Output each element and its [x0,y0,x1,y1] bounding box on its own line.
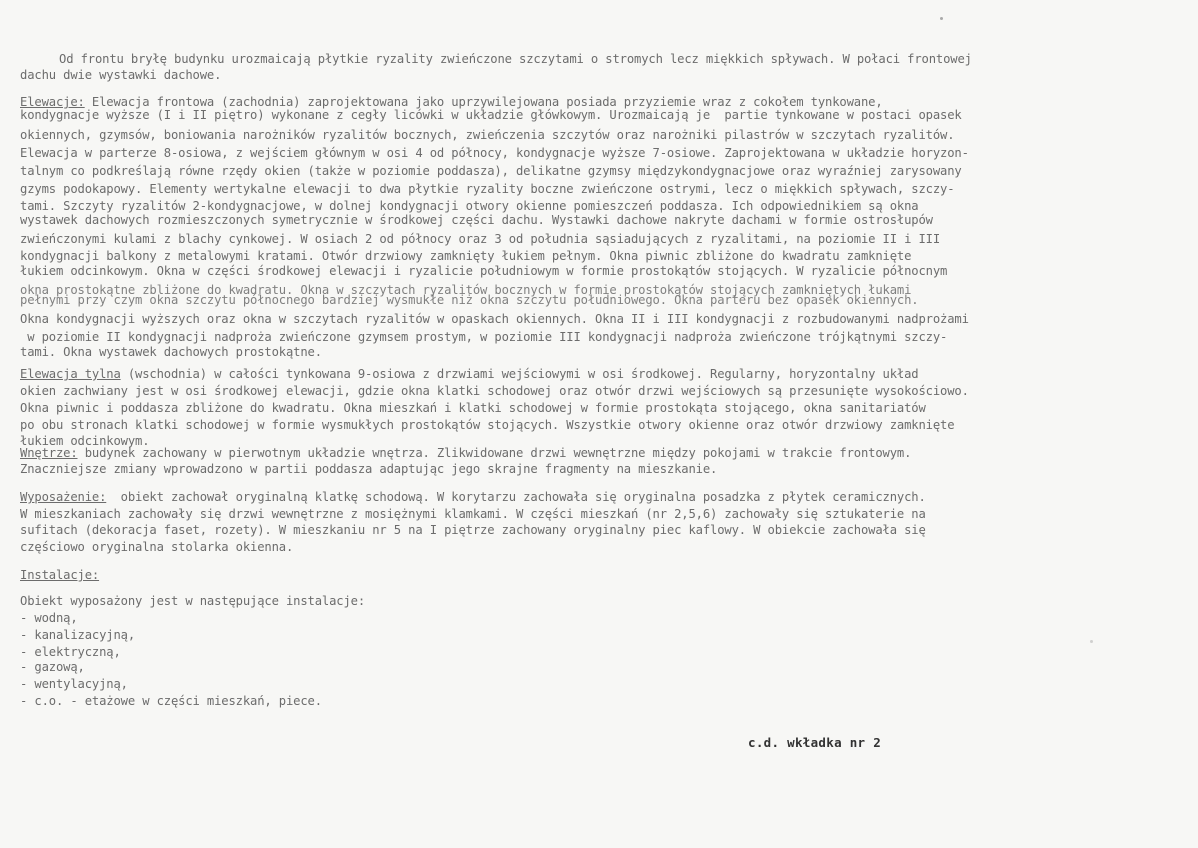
elewacje-line: tami. Szczyty ryzalitów 2-kondygnacjowe, w dolnej kondygnacji otwory okienne pomieszczeń poddasza. Ich odpowiednikiem są okna [20,199,919,213]
elewacje-line: kondygnacji balkony z metalowymi kratami. Otwór drzwiowy zamknięty łukiem pełnym. Okna piwnic zbliżone do kwadratu zamknięte [20,249,912,263]
scan-speck [1090,640,1093,643]
instalacje-heading: Instalacje: [20,568,100,582]
wnetrze-line: Znaczniejsze zmiany wprowadzono w partii poddasza adaptując jego skrajne fragmenty na mieszkanie. [20,462,718,476]
instalacje-item: - kanalizacyjną, [20,628,135,642]
elewacje-line: talnym co podkreślają równe rzędy okien (także w poziomie poddasza), delikatne gzymsy międzykondygnacjowe oraz wyraźniej zarysowany [20,164,962,178]
continuation-note: c.d. wkładka nr 2 [748,735,882,750]
wyposazenie-line: sufitach (dekoracja faset, rozety). W mieszkaniu nr 5 na I piętrze zachowany oryginalny piec kaflowy. W obiekcie zachowała się [20,523,926,537]
elewacje-line: łukiem odcinkowym. Okna w części środkowej elewacji i ryzalicie południowym w formie prostokątów stojących. W ryzalicie północnym [20,264,948,278]
intro-line-1: Od frontu bryłę budynku urozmaicają płytkie ryzality zwieńczone szczytami o stromych lecz miękkich spływach. W połaci frontowej [59,52,972,66]
elewacja-tylna-line: Okna piwnic i poddasza zbliżone do kwadratu. Okna mieszkań i klatki schodowej w formie prostokąta stojącego, okna sanitariatów [20,401,926,415]
intro-line-2: dachu dwie wystawki dachowe. [20,68,222,82]
wyposazenie-line: W mieszkaniach zachowały się drzwi wewnętrzne z mosiężnymi klamkami. W części mieszkań (nr 2,5,6) zachowały się sztukaterie na [20,507,926,521]
scan-speck [940,17,943,20]
elewacje-line: w poziomie II kondygnacji nadproża zwieńczone gzymsem prostym, w poziomie III kondygnacji nadproża zwieńczone trójkątnymi szczy- [20,330,948,344]
wyposazenie-first-line-text: obiekt zachował oryginalną klatkę schodową. W korytarzu zachowała się oryginalna posadzka z płytek ceramicznych. [106,490,926,504]
wyposazenie-first-line [20,490,926,505]
instalacje-item: - wodną, [20,611,78,625]
instalacje-item: - gazową, [20,660,85,674]
elewacje-line: tami. Okna wystawek dachowych prostokątne. [20,345,322,359]
elewacje-first-line-text: Elewacja frontowa (zachodnia) zaprojektowana jako uprzywilejowana posiada przyziemie wraz z cokołem tynkowane, [84,95,883,109]
elewacja-tylna-line: po obu stronach klatki schodowej w formie wysmukłych prostokątów stojących. Wszystkie otwory okienne oraz otwór drzwiowy zamknięte [20,418,955,432]
elewacja-tylna-heading: Elewacja tylna [20,367,121,381]
elewacje-line: okiennych, gzymsów, boniowania narożników ryzalitów bocznych, zwieńczenia szczytów oraz narożniki pilastrów w szczytach ryzalitów. [20,128,955,142]
wnetrze-first-line-text: budynek zachowany w pierwotnym układzie wnętrza. Zlikwidowane drzwi wewnętrzne między pokojami w trakcie frontowym. [77,446,912,460]
elewacje-line: okna prostokątne zbliżone do kwadratu. Okna w szczytach ryzalitów bocznych w formie prostokątów stojących zamkniętych łukami [20,283,912,297]
instalacje-item: - elektryczną, [20,645,121,659]
wnetrze-first-line [20,446,911,461]
elewacje-line: pełnymi przy czym okna szczytu północnego bardziej wysmukłe niż okna szczytu południowego. Okna parteru bez opasek okiennych. [20,293,919,307]
wnetrze-heading: Wnętrze: [20,446,78,460]
wyposazenie-line: częściowo oryginalna stolarka okienna. [20,540,294,554]
elewacje-line: Okna kondygnacji wyższych oraz okna w szczytach ryzalitów w opaskach okiennych. Okna II i III kondygnacji z rozbudowanymi nadprożami [20,312,969,326]
elewacje-line: wystawek dachowych rozmieszczonych symetrycznie w środkowej części dachu. Wystawki dachowe nakryte dachami w formie ostrosłupów [20,213,933,227]
elewacja-tylna-line: okien zachwiany jest w osi środkowej elewacji, gdzie okna klatki schodowej oraz otwór drzwi wejściowych są przesunięte wysokościowo. [20,384,969,398]
elewacja-tylna-first-line-text: (wschodnia) w całości tynkowana 9-osiowa z drzwiami wejściowymi w osi środkowej. Regularny, horyzontalny układ [120,367,919,381]
elewacje-line: kondygnacje wyższe (I i II piętro) wykonane z cegły licówki w układzie główkowym. Urozmaicają je partie tynkowane w postaci opasek [20,108,962,122]
elewacje-line: zwieńczonymi kulami z blachy cynkowej. W osiach 2 od północy oraz 3 od południa sąsiadujących z ryzalitami, na poziomie II i III [20,232,940,246]
instalacje-item: - wentylacyjną, [20,677,128,691]
elewacje-line: Elewacja w parterze 8-osiowa, z wejściem głównym w osi 4 od północy, kondygnacje wyższe 7-osiowe. Zaprojektowana w układzie horyzon- [20,146,969,160]
elewacja-tylna-first-line [20,367,918,382]
instalacje-intro: Obiekt wyposażony jest w następujące instalacje: [20,594,365,608]
wyposazenie-heading: Wyposażenie: [20,490,107,504]
elewacje-line: gzyms podokapowy. Elementy wertykalne elewacji to dwa płytkie ryzality boczne zwieńczone ostrymi, lecz o miękkich spływach, szczy- [20,182,955,196]
elewacje-heading: Elewacje: [20,95,85,109]
elewacja-tylna-line: łukiem odcinkowym. [20,434,150,448]
instalacje-item: - c.o. - etażowe w części mieszkań, piece. [20,694,322,708]
